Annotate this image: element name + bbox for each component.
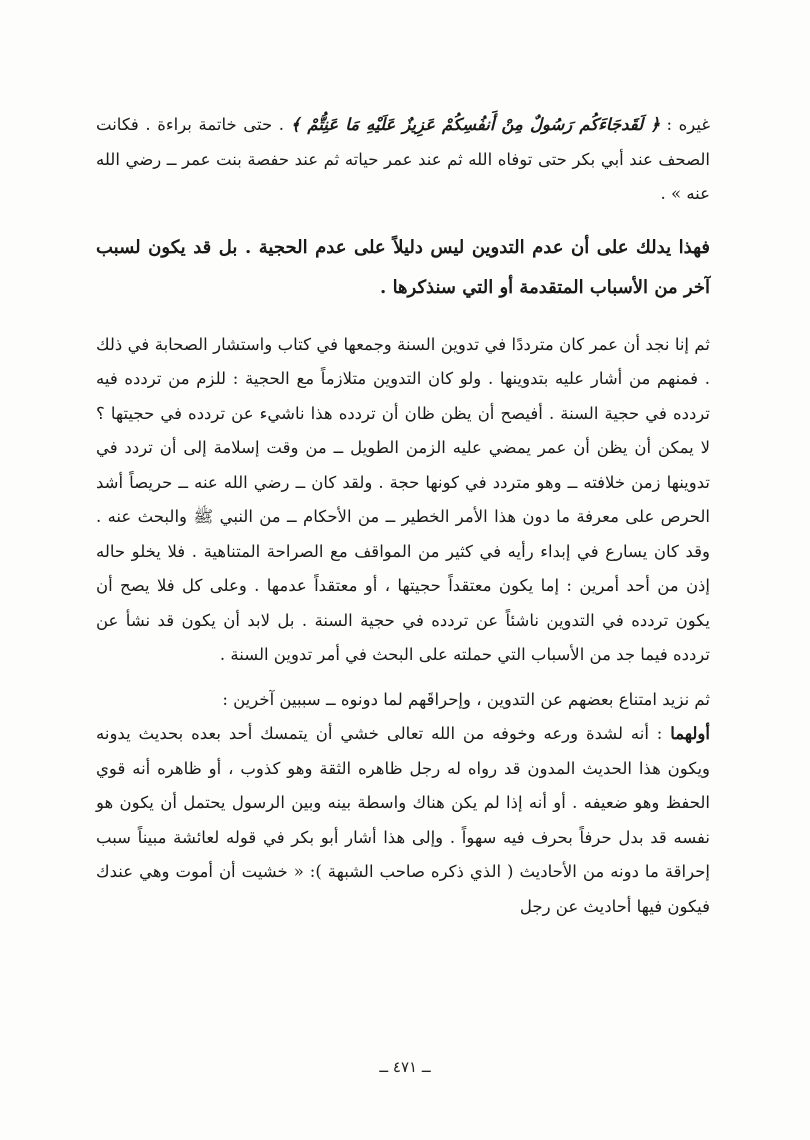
- first-reason-paragraph: [96, 717, 710, 924]
- intro-before: غيره :: [659, 115, 711, 134]
- intro-paragraph: [96, 108, 710, 212]
- intro-after: . حتى خاتمة براءة . فكانت الصحف عند أبي بكر حتى توفاه الله ثم عند عمر حياته ثم عند حفصة بنت عمر ــ رضي الله عنه » .: [96, 115, 710, 203]
- bold-statement: فهذا يدلك على أن عدم التدوين ليس دليلاً على عدم الحجية . بل قد يكون لسبب آخر من الأسباب المتقدمة أو التي سنذكرها .: [96, 236, 710, 298]
- page-body: [96, 108, 710, 924]
- first-reason-lead: أولهما: [670, 724, 710, 743]
- page-number: ــ ٤٧١ ــ: [379, 1058, 431, 1076]
- reasons-intro-line: ثم نزيد امتناع بعضهم عن التدوين ، وإحراقَهم لما دونوه ــ سببين آخرين :: [222, 689, 710, 709]
- quran-verse: ﴿ لَقَدجَاءَكُم رَسُولٌ مِنْ أَنفُسِكُمْ عَزِيزٌ عَلَيْهِ مَا عَنِتُّمْ ﴾: [290, 115, 660, 134]
- body-paragraph: ثم إنا نجد أن عمر كان مترددًا في تدوين السنة وجمعها في كتاب واستشار الصحابة في ذلك . فمنهم من أشار عليه بتدوينها . ولو كان التدوين متلازماً مع الحجية : للزم من تردده فيه تردده في حجية السنة . أفيصح أن يظن ظان أن تردده هذا ناشيء عن تردده في حجيتها ؟ لا يمكن أن يظن أن عمر يمضي عليه الزمن الطويل ــ من وقت إسلامة إلى أن تردد في تدوينها زمن خلافته ــ وهو متردد في كونها حجة . ولقد كان ــ رضي الله عنه ــ حريصاً أشد الحرص على معرفة ما دون هذا الأمر الخطير ــ من الأحكام ــ من النبي ﷺ والبحث عنه . وقد كان يسارع في إبداء رأيه في كثير من المواقف مع الصراحة المتناهية . فلا يخلو حاله إذن من أحد أمرين : إما يكون معتقداً حجيتها ، أو معتقداً عدمها . وعلى كل فلا يصح أن يكون تردده في التدوين ناشئاً عن تردده في حجية السنة . بل لابد أن يكون قد نشأ عن تردده فيما جد من الأسباب التي حملته على البحث في أمر تدوين السنة .: [96, 334, 710, 664]
- first-reason-text: : أنه لشدة ورعه وخوفه من الله تعالى خشي أن يتمسك أحد بعده بحديث يدونه ويكون هذا الحديث المدون قد رواه له رجل ظاهره الثقة وهو كذوب ، أو ظاهره أنه قوي الحفظ وهو ضعيفه . أو أنه إذا لم يكن هناك واسطة بينه وبين الرسول يحتمل أن يكون هو نفسه قد بدل حرفاً بحرف فيه سهواً . وإلى هذا أشار أبو بكر في قوله لعائشة مبيناً سبب إحراقة ما دونه من الأحاديث ( الذي ذكره صاحب الشبهة ): « خشيت أن أموت وهي عندك فيكون فيها أحاديث عن رجل: [96, 724, 710, 916]
